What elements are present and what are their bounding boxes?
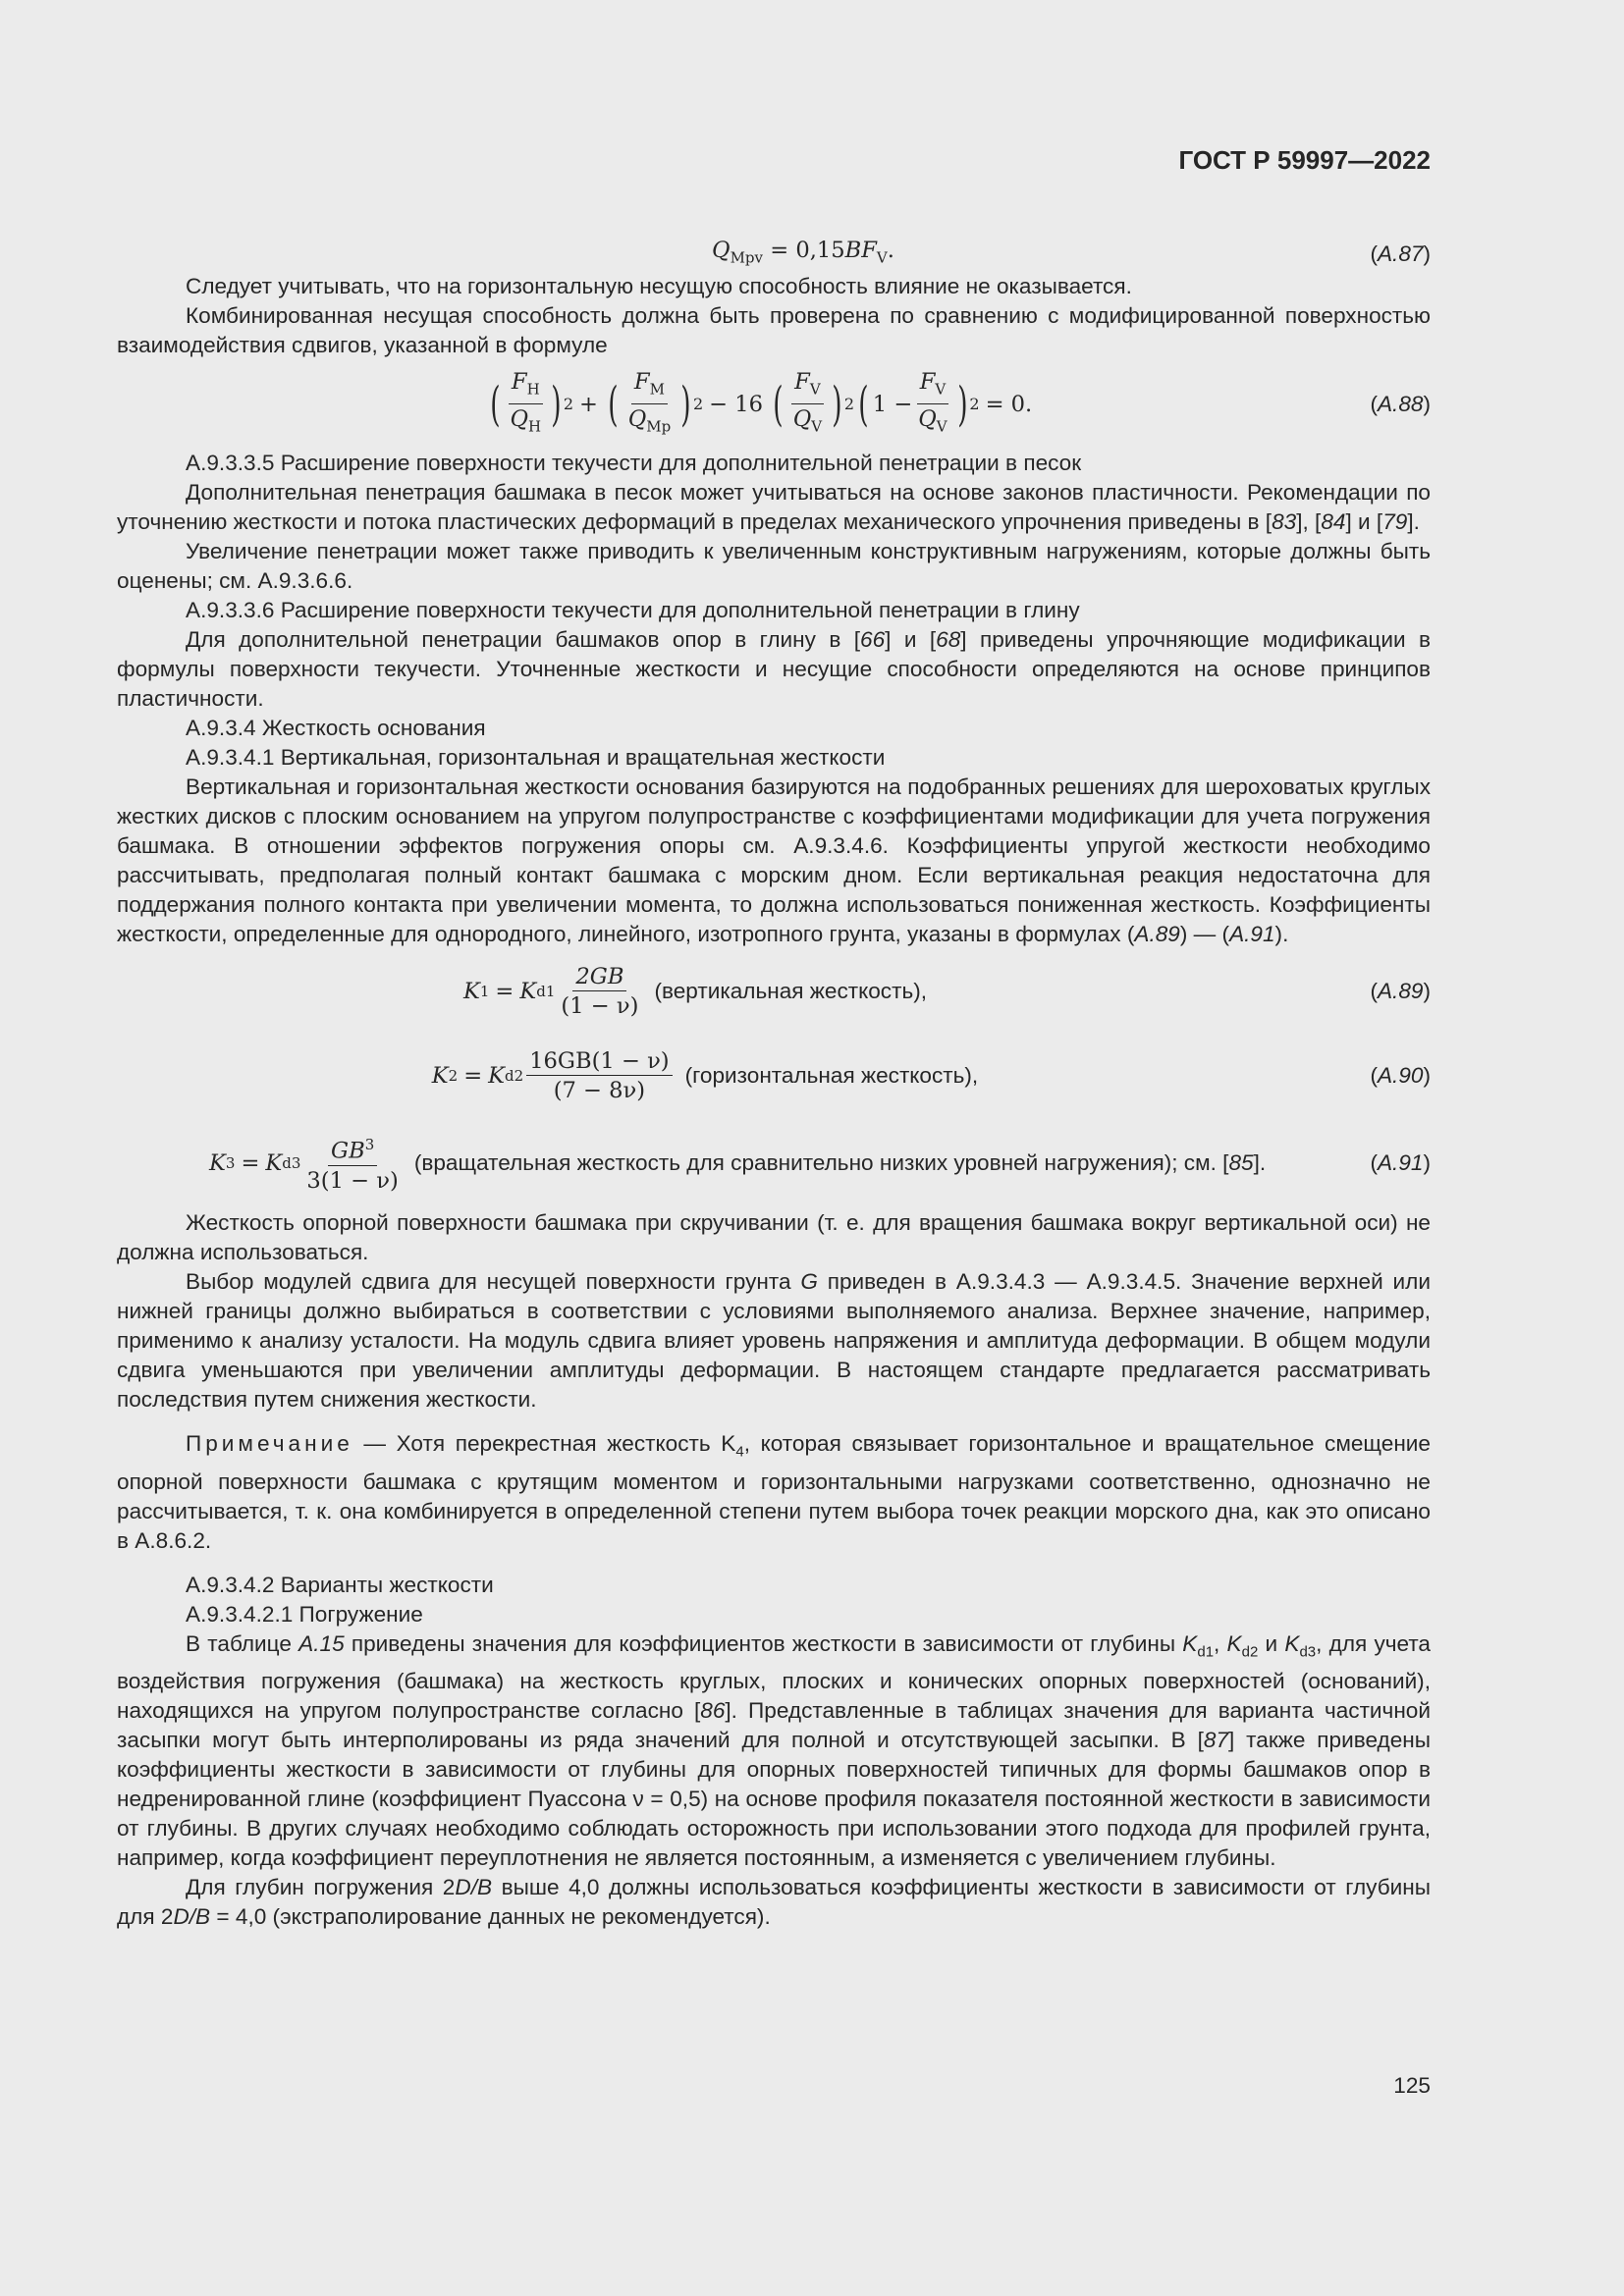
equation-a87-body: $Q_{Mpv} = 0,15BF_V$. <box>712 238 894 267</box>
paragraph: Для дополнительной пенетрации башмаков опор в глину в [66] и [68] приведены упрочняющие модификации в формулы поверхности текучести. Уточненные жесткости и несущие способности определяются на основе принципов пластичности. <box>117 627 1431 711</box>
paragraph: Для глубин погружения 2D/B выше 4,0 должны использоваться коэффициенты жесткости в зависимости от глубины для 2D/B = 4,0 (экстраполирование данных не рекомендуется). <box>117 1875 1431 1930</box>
equation-a88-body: ( $\frac{F_H}{Q_H}$ ) 2 + ( $\frac{F_M}{Q_{Mp}}$ ) 2 − 16 ( $\frac{F_V}{Q_V}$ ) 2 ( 1 − $\frac{F_V}{Q_V}$ ) 2 = 0. <box>489 368 1033 436</box>
section-heading: А.9.3.4.1 Вертикальная, горизонтальная и вращательная жесткости <box>186 745 886 770</box>
equation-a87 <box>117 237 1431 272</box>
note: Примечание — Хотя перекрестная жесткость $K_4$, которая связывает горизонтальное и вращательное смещение опорной поверхности башмака с крутящим моментом и горизонтальными нагрузками соответственно, однозначно не рассчитывается, т. к. она комбинируется в определенной степени путем выбора точек реакции морского дна, как это описано в А.8.6.2. <box>117 1431 1431 1553</box>
paragraph: Дополнительная пенетрация башмака в песок может учитываться на основе законов пластичности. Рекомендации по уточнению жесткости и потока пластических деформаций в пределах механического упрочнения приведены в [83], [84] и [79]. <box>117 480 1431 534</box>
section-heading: А.9.3.3.6 Расширение поверхности текучести для дополнительной пенетрации в глину <box>186 598 1080 622</box>
paragraph: Комбинированная несущая способность должна быть проверена по сравнению с модифицированной поверхностью взаимодействия сдвигов, указанной в формуле <box>117 303 1431 357</box>
equation-number: (A.87) <box>1370 241 1431 266</box>
section-heading: А.9.3.3.5 Расширение поверхности текучести для дополнительной пенетрации в песок <box>186 451 1082 475</box>
equation-a90-body: K 2 = K d2 $\frac{16GB(1 - \nu)}{(7 - 8\nu)}$ <box>432 1047 676 1105</box>
equation-number: (A.88) <box>1370 392 1431 416</box>
paragraph: Следует учитывать, что на горизонтальную несущую способность влияние не оказывается. <box>186 274 1132 298</box>
page-number: 125 <box>1393 2073 1431 2098</box>
paragraph: Выбор модулей сдвига для несущей поверхности грунта G приведен в А.9.3.4.3 — А.9.3.4.5. Значение верхней или нижней границы должно выбираться в соответствии с условиями выполняемого анализа. Верхнее значение, например, применимо к анализу усталости. На модуль сдвига влияет уровень напряжения и амплитуда деформации. В общем модули сдвига уменьшаются при увеличении амплитуды деформации. В настоящем стандарте предлагается рассматривать последствия путем снижения жесткости. <box>117 1269 1431 1412</box>
section-heading: А.9.3.4.2.1 Погружение <box>186 1601 423 1627</box>
paragraph: В таблице A.15 приведены значения для коэффициентов жесткости в зависимости от глубины $K_{d1}$, $K_{d2}$ и $K_{d3}$, для учета воздействия погружения (башмака) на жесткость круглых, плоских и конических опорных поверхностей (оснований), находящихся на упругом полупространстве согласно [86]. Представленные в таблицах значения для варианта частичной засыпки могут быть интерполированы из ряда значений для полной и отсутствующей засыпки. В [87] также приведены коэффициенты жесткости в зависимости от глубины для опорных поверхностей типичных для формы башмаков опор в недренированной глине (коэффициент Пуассона ν = 0,5) на основе профиля показателя постоянной жесткости в зависимости от глубины. В других случаях необходимо соблюдать осторожность при использовании этого подхода для профилей грунта, например, когда коэффициент переуплотнения не является постоянным, а изменяется с увеличением глубины. <box>117 1630 1432 1871</box>
equation-number: (A.89) <box>1370 979 1431 1003</box>
equation-description: (вращательная жесткость для сравнительно низких уровней нагружения); см. [85]. <box>413 1150 1267 1175</box>
equation-a91-body: K 3 = K d3 $\frac{GB^3}{3(1 - \nu)}$ <box>209 1131 405 1196</box>
equation-a89-body: K 1 = K d1 $\frac{2GB}{(1 - \nu)}$ <box>462 963 639 1019</box>
equation-description: (вертикальная жесткость), <box>654 979 928 1003</box>
paragraph: Вертикальная и горизонтальная жесткости основания базируются на подобранных решениях для шероховатых круглых жестких дисков с плоским основанием на упругом полупространстве с коэффициентами модификации для учета погружения башмака. В отношении эффектов погружения опоры см. А.9.3.4.6. Коэффициенты упругой жесткости необходимо рассчитывать, предполагая полный контакт башмака с морским дном. Если вертикальная реакция недостаточна для поддержания полного контакта при увеличении момента, то должна использоваться пониженная жесткость. Коэффициенты жесткости, определенные для однородного, линейного, изотропного грунта, указаны в формулах (A.89) — (A.91). <box>117 774 1431 946</box>
section-heading: А.9.3.4.2 Варианты жесткости <box>186 1572 494 1597</box>
equation-a90 <box>117 1041 1431 1110</box>
equation-description: (горизонтальная жесткость), <box>684 1063 979 1088</box>
equation-a91 <box>117 1128 1431 1199</box>
equation-a89 <box>117 957 1431 1026</box>
paragraph: Увеличение пенетрации может также приводить к увеличенным конструктивным нагружениям, которые должны быть оценены; см. А.9.3.6.6. <box>117 539 1431 593</box>
paragraph: Жесткость опорной поверхности башмака при скручивании (т. е. для вращения башмака вокруг вертикальной оси) не должна использоваться. <box>117 1210 1431 1264</box>
equation-number: (A.90) <box>1370 1063 1431 1088</box>
section-heading: А.9.3.4 Жесткость основания <box>186 716 486 740</box>
standard-header: ГОСТ Р 59997—2022 <box>1178 145 1431 175</box>
page-body <box>117 147 1431 1932</box>
equation-number: (A.91) <box>1370 1150 1431 1175</box>
equation-a88 <box>117 364 1431 445</box>
note-label: Примечание <box>186 1431 353 1456</box>
